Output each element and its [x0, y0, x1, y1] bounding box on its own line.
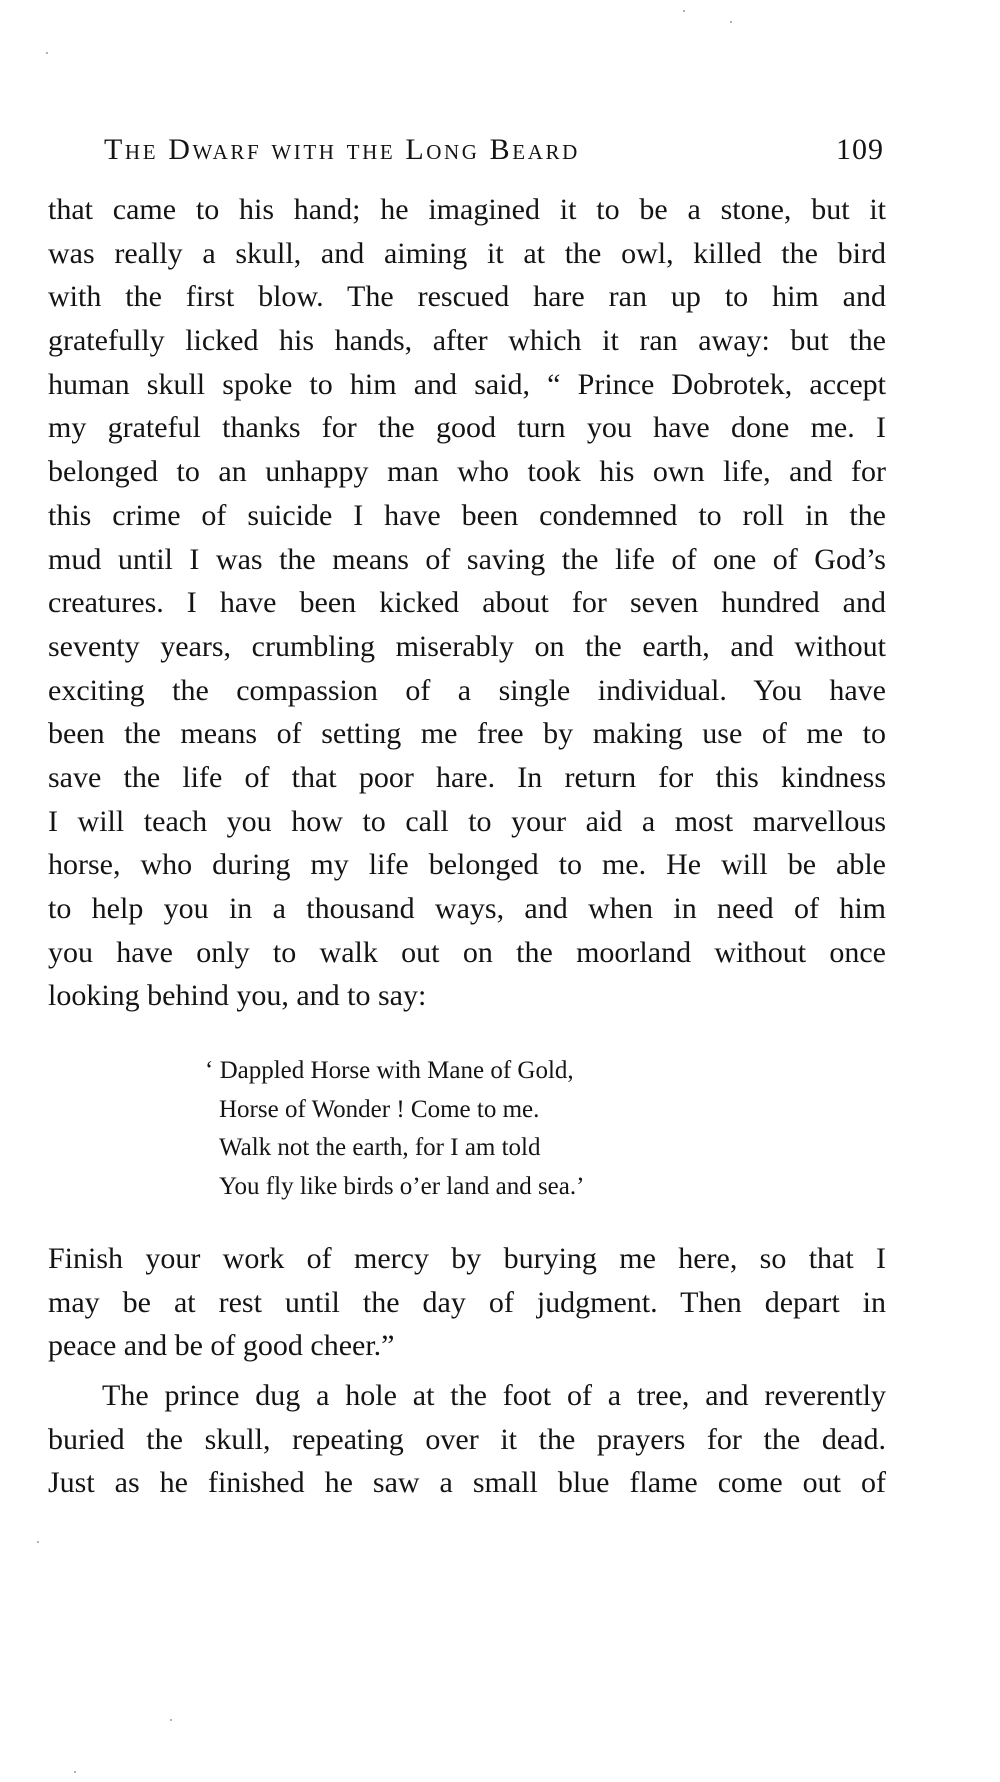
text-line: looking behind you, and to say:	[48, 979, 427, 1013]
paper-speck	[74, 1771, 76, 1773]
verse-line: You fly like birds o’er land and sea.’	[219, 1172, 585, 1200]
paragraph	[48, 188, 886, 1018]
paragraph	[48, 1374, 886, 1505]
text-line: belonged to an unhappy man who took his own life, and for	[48, 455, 886, 489]
page-header	[104, 133, 884, 173]
text-line: I will teach you how to call to your aid a most marvellous	[48, 804, 886, 838]
text-line: was really a skull, and aiming it at the owl, killed the bird	[48, 236, 886, 270]
verse-line: Walk not the earth, for I am told	[219, 1134, 541, 1161]
paper-speck	[170, 1719, 172, 1721]
text-line: horse, who during my life belonged to me. He will be able	[48, 848, 886, 882]
text-line: seventy years, crumbling miserably on the earth, and without	[48, 629, 886, 663]
text-line: been the means of setting me free by making use of me to	[48, 717, 886, 751]
text-line: gratefully licked his hands, after which it ran away: but the	[48, 324, 886, 358]
text-line: The prince dug a hole at the foot of a tree, and reverently	[102, 1379, 886, 1413]
page-number: 109	[836, 133, 884, 166]
text-line: Finish your work of mercy by burying me here, so that I	[48, 1242, 886, 1275]
text-line: mud until I was the means of saving the life of one of God’s	[48, 542, 886, 576]
text-line: Just as he finished he saw a small blue flame come out of	[48, 1466, 886, 1500]
verse-line: Horse of Wonder ! Come to me.	[219, 1095, 540, 1123]
text-line: that came to his hand; he imagined it to be a stone, but it	[48, 193, 886, 226]
paragraph	[48, 1237, 886, 1368]
paper-speck	[46, 52, 48, 54]
paper-speck	[37, 1541, 39, 1543]
running-title: The Dwarf with the Long Beard	[104, 133, 580, 166]
verse-block	[205, 1052, 584, 1206]
text-line: exciting the compassion of a single individual. You have	[48, 673, 886, 707]
paper-speck	[730, 21, 732, 23]
verse-line: ‘ Dappled Horse with Mane of Gold,	[205, 1057, 574, 1084]
body-text-top	[48, 188, 886, 1018]
text-line: to help you in a thousand ways, and when in need of him	[48, 892, 886, 925]
text-line: you have only to walk out on the moorland without once	[48, 935, 886, 969]
text-line: may be at rest until the day of judgment. Then depart in	[48, 1285, 886, 1319]
text-line: save the life of that poor hare. In return for this kindness	[48, 760, 886, 794]
text-line: human skull spoke to him and said, “ Prince Dobrotek, accept	[48, 367, 886, 401]
text-line: buried the skull, repeating over it the prayers for the dead.	[48, 1422, 886, 1456]
body-text-bottom	[48, 1237, 886, 1505]
text-line: my grateful thanks for the good turn you have done me. I	[48, 411, 886, 445]
text-line: this crime of suicide I have been condemned to roll in the	[48, 498, 886, 532]
paper-speck	[683, 10, 685, 12]
text-line: with the first blow. The rescued hare ran up to him and	[48, 280, 886, 314]
text-line: creatures. I have been kicked about for seven hundred and	[48, 586, 886, 620]
text-line: peace and be of good cheer.”	[48, 1329, 395, 1363]
